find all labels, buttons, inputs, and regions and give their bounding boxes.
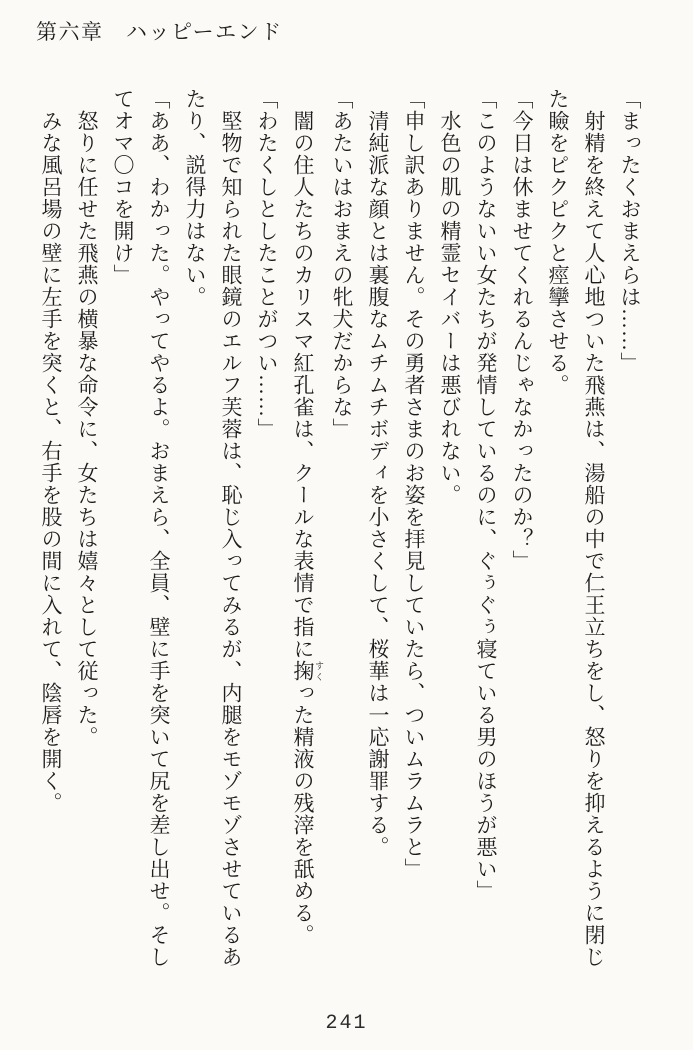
text-paragraph: 「あたいはおまえの牝犬だからな」 <box>330 88 354 440</box>
text-paragraph: 怒りに任せた飛燕の横暴な命令に、女たちは嬉々として従った。 <box>75 110 99 748</box>
text-paragraph: 射精を終えて人心地ついた飛燕は、湯船の中で仁王立ちをし、怒りを抑えるように閉じた瞼をピクピクと痙攣させる。 <box>546 88 606 968</box>
page-number: 241 <box>325 1012 368 1035</box>
text-paragraph: 「ああ、わかった。やってやるよ。おまえら、全員、壁に手を突いて尻を差し出せ。そしてオマ〇コを開け」 <box>111 88 171 968</box>
text-paragraph: 「まったくおまえらは……」 <box>618 88 642 374</box>
text-paragraph: 「わたくしとしたことがつい……」 <box>255 88 279 440</box>
text-paragraph: 「今日は休ませてくれるんじゃなかったのか？」 <box>510 88 534 572</box>
text-paragraph: 「申し訳ありません。その勇者さまのお姿を拝見していたら、ついムラムラと」 <box>402 88 426 880</box>
text-paragraph: みな風呂場の壁に左手を突くと、右手を股の間に入れて、陰唇を開く。 <box>39 110 63 814</box>
text-paragraph: 闇の住人たちのカリスマ紅孔雀は、クールな表情で指に掬 すくった精液の残滓を舐める。 <box>291 110 324 946</box>
text-paragraph: 水色の肌の精霊セイバーは悪びれない。 <box>438 110 462 506</box>
text-paragraph: 堅物で知られた眼鏡のエルフ芙蓉は、恥じ入ってみるが、内腿をモゾモゾさせているあたり、説得力はない。 <box>183 88 243 968</box>
chapter-header: 第六章 ハッピーエンド <box>36 20 283 44</box>
text-body <box>36 88 648 974</box>
furigana-annotation: 掬 すく <box>291 660 324 682</box>
text-paragraph: 清純派な顔とは裏腹なムチムチボディを小さくして、桜華は一応謝罪する。 <box>366 110 390 858</box>
text-paragraph: 「このようないい女たちが発情しているのに、ぐぅぐぅ寝ている男のほうが悪い」 <box>474 88 498 902</box>
